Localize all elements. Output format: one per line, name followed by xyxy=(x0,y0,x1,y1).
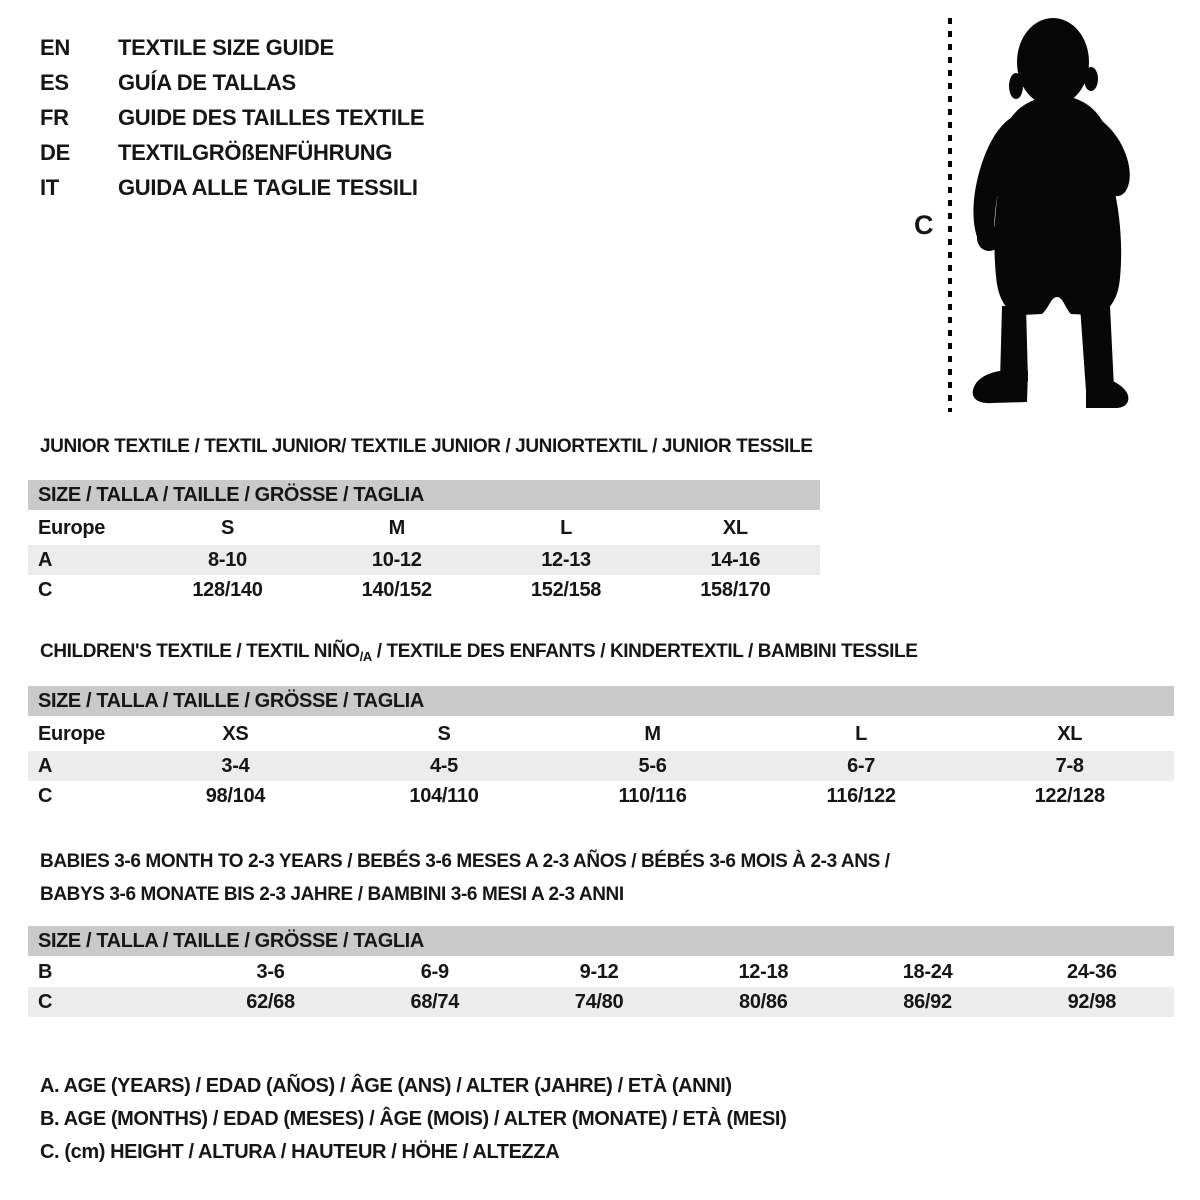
babies-title-line1: BABIES 3-6 MONTH TO 2-3 YEARS / BEBÉS 3-6 MESES A 2-3 AÑOS / BÉBÉS 3-6 MOIS À 2-3 ANS / xyxy=(40,851,890,872)
row-label: A xyxy=(38,754,53,777)
junior-size-table xyxy=(28,480,820,605)
table-cell: 104/110 xyxy=(409,784,479,807)
row-label: B xyxy=(38,960,53,983)
table-row xyxy=(28,987,1174,1017)
language-code: EN xyxy=(40,35,70,60)
language-row xyxy=(40,65,424,100)
table-cell: 74/80 xyxy=(574,990,624,1013)
table-cell: 3-6 xyxy=(256,960,285,983)
babies-table xyxy=(28,957,1174,1017)
legend-line-c: C. (cm) HEIGHT / ALTURA / HAUTEUR / HÖHE / ALTEZZA xyxy=(40,1141,560,1163)
language-row xyxy=(40,100,424,135)
table-cell: 6-7 xyxy=(847,754,876,777)
table-cell: 12-18 xyxy=(738,960,789,983)
babies-section-title xyxy=(40,845,890,911)
table-cell: 3-4 xyxy=(221,754,250,777)
toddler-silhouette-image xyxy=(966,16,1132,416)
table-cell: S xyxy=(437,722,451,745)
table-cell: 6-9 xyxy=(420,960,449,983)
language-title: GUIDA ALLE TAGLIE TESSILI xyxy=(118,175,418,200)
table-cell: L xyxy=(855,722,868,745)
table-row xyxy=(28,751,1174,781)
table-cell: 140/152 xyxy=(361,578,432,601)
language-title: TEXTILE SIZE GUIDE xyxy=(118,35,334,60)
size-header-bar: SIZE / TALLA / TAILLE / GRÖSSE / TAGLIA xyxy=(28,480,820,510)
row-label: C xyxy=(38,578,53,601)
table-cell: XL xyxy=(722,516,748,539)
table-row xyxy=(28,511,820,545)
children-table xyxy=(28,717,1174,811)
table-row xyxy=(28,575,820,605)
table-cell: 18-24 xyxy=(902,960,953,983)
table-cell: XS xyxy=(222,722,249,745)
language-code: FR xyxy=(40,105,69,130)
legend xyxy=(40,1070,786,1169)
table-row xyxy=(28,957,1174,987)
table-cell: 7-8 xyxy=(1055,754,1084,777)
table-cell: 8-10 xyxy=(208,548,247,571)
table-cell: 14-16 xyxy=(710,548,761,571)
table-cell: 152/158 xyxy=(530,578,602,601)
language-code: DE xyxy=(40,140,70,165)
children-title-text: / TEXTILE DES ENFANTS / KINDERTEXTIL / BAMBINI TESSILE xyxy=(371,641,918,662)
language-row xyxy=(40,30,424,65)
row-label: C xyxy=(38,784,53,807)
language-title: GUIDE DES TAILLES TEXTILE xyxy=(118,105,425,130)
table-cell: 92/98 xyxy=(1067,990,1117,1013)
row-label: Europe xyxy=(38,516,106,539)
table-cell: 110/116 xyxy=(618,784,687,807)
babies-size-table xyxy=(28,926,1174,1017)
height-measure-label: C xyxy=(914,210,934,240)
language-title: GUÍA DE TALLAS xyxy=(118,70,296,95)
table-cell: 10-12 xyxy=(371,548,422,571)
children-section-title xyxy=(40,641,917,663)
table-cell: M xyxy=(644,722,661,745)
language-title: TEXTILGRÖßENFÜHRUNG xyxy=(118,140,393,165)
language-code: ES xyxy=(40,70,69,95)
row-label: C xyxy=(38,990,53,1013)
table-cell: 80/86 xyxy=(739,990,788,1013)
table-cell: 98/104 xyxy=(205,784,266,807)
language-row xyxy=(40,170,424,205)
table-cell: 62/68 xyxy=(246,990,295,1013)
table-cell: 128/140 xyxy=(192,578,263,601)
table-row xyxy=(28,717,1174,751)
junior-section-title: JUNIOR TEXTILE / TEXTIL JUNIOR/ TEXTILE JUNIOR / JUNIORTEXTIL / JUNIOR TESSILE xyxy=(40,436,813,457)
table-cell: XL xyxy=(1057,722,1083,745)
children-title-subscript: /A xyxy=(359,649,372,664)
table-cell: 68/74 xyxy=(410,990,460,1013)
row-label: Europe xyxy=(38,722,106,745)
table-cell: 122/128 xyxy=(1034,784,1105,807)
table-row xyxy=(28,781,1174,811)
legend-line-b: B. AGE (MONTHS) / EDAD (MESES) / ÂGE (MOIS) / ALTER (MONATE) / ETÀ (MESI) xyxy=(40,1108,787,1130)
table-cell: 86/92 xyxy=(903,990,952,1013)
babies-title-line2: BABYS 3-6 MONATE BIS 2-3 JAHRE / BAMBINI 3-6 MESI A 2-3 ANNI xyxy=(40,884,624,905)
children-title-text: CHILDREN'S TEXTILE / TEXTIL NIÑO xyxy=(40,641,360,662)
legend-line-a: A. AGE (YEARS) / EDAD (AÑOS) / ÂGE (ANS) / ALTER (JAHRE) / ETÀ (ANNI) xyxy=(40,1075,732,1097)
size-header-bar: SIZE / TALLA / TAILLE / GRÖSSE / TAGLIA xyxy=(28,686,1174,716)
children-size-table xyxy=(28,686,1174,811)
table-cell: 12-13 xyxy=(541,548,591,571)
table-cell: L xyxy=(560,516,572,539)
size-header-bar: SIZE / TALLA / TAILLE / GRÖSSE / TAGLIA xyxy=(28,926,1174,956)
table-cell: 4-5 xyxy=(429,754,458,777)
language-code: IT xyxy=(40,175,59,200)
table-cell: 24-36 xyxy=(1067,960,1117,983)
language-list xyxy=(40,30,424,205)
table-cell: 158/170 xyxy=(700,578,771,601)
row-label: A xyxy=(38,548,53,571)
table-cell: M xyxy=(388,516,405,539)
table-row xyxy=(28,545,820,575)
language-row xyxy=(40,135,424,170)
table-cell: 9-12 xyxy=(579,960,619,983)
height-measure-line xyxy=(948,18,952,412)
junior-table xyxy=(28,511,820,605)
table-cell: 5-6 xyxy=(638,754,667,777)
table-cell: S xyxy=(220,516,234,539)
table-cell: 116/122 xyxy=(826,784,896,807)
